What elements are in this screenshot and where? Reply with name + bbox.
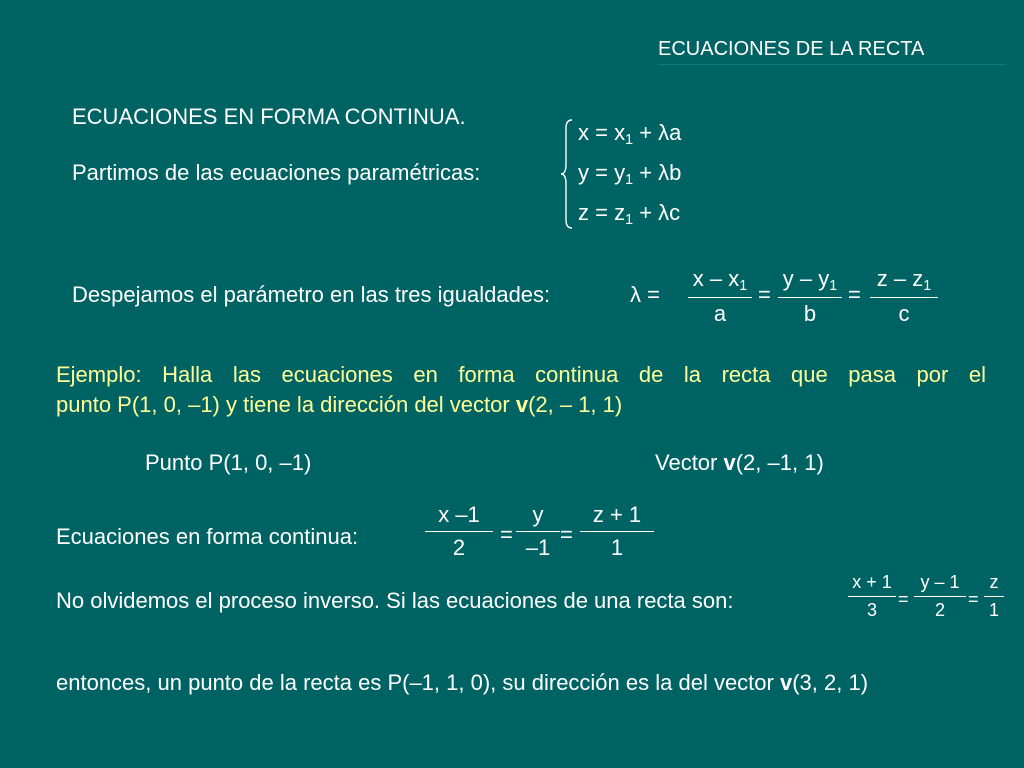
continuous-fraction-y: y –1 xyxy=(516,502,560,561)
example-line-1: Ejemplo: Halla las ecuaciones en forma continua de la recta que pasa por el xyxy=(56,362,986,387)
isolate-fraction-y: y – $y_1$ b xyxy=(778,266,842,327)
header-underline xyxy=(658,64,1006,65)
inverse-text: No olvidemos el proceso inverso. Si las ecuaciones de una recta son: xyxy=(56,588,734,613)
equals-sign: = xyxy=(848,282,861,307)
section-title: ECUACIONES EN FORMA CONTINUA. xyxy=(72,104,466,129)
inverse-fraction-x: x + 1 3 xyxy=(848,572,896,621)
param-eq-y: $y = y_1 + \lambda b$ xyxy=(578,160,682,188)
vector-label: Vector v(2, –1, 1) xyxy=(655,450,824,475)
equals-sign: = xyxy=(968,589,979,609)
isolate-text: Despejamos el parámetro en las tres igualdades: xyxy=(72,282,551,307)
page-header-title: ECUACIONES DE LA RECTA xyxy=(658,38,925,60)
continuous-fraction-x: x –1 2 xyxy=(425,502,493,561)
intro-text: Partimos de las ecuaciones paramétricas: xyxy=(72,160,481,185)
left-brace-icon xyxy=(560,118,574,230)
conclusion-text: entonces, un punto de la recta es P(–1, 1, 0), su dirección es la del vector v(3, 2, 1) xyxy=(56,670,869,695)
equals-sign: = xyxy=(500,522,513,547)
point-label: Punto P(1, 0, –1) xyxy=(145,450,312,475)
continuous-fraction-z: z + 1 1 xyxy=(580,502,654,561)
param-eq-x: $x = x_1 + \lambda a$ xyxy=(578,120,682,148)
equals-sign: = xyxy=(898,589,909,609)
param-eq-z: $z = z_1 + \lambda c$ xyxy=(578,200,681,228)
example-line-2: punto P(1, 0, –1) y tiene la dirección del vector v(2, – 1, 1) xyxy=(56,392,623,417)
lambda-equals: λ = xyxy=(630,282,660,307)
inverse-fraction-z: z 1 xyxy=(984,572,1004,621)
equals-sign: = xyxy=(560,522,573,547)
isolate-fraction-x: x – $x_1$ a xyxy=(688,266,752,327)
inverse-fraction-y: y – 1 2 xyxy=(914,572,966,621)
equals-sign: = xyxy=(758,282,771,307)
continuous-label: Ecuaciones en forma continua: xyxy=(56,524,359,549)
isolate-fraction-z: z – $z_1$ c xyxy=(870,266,938,327)
